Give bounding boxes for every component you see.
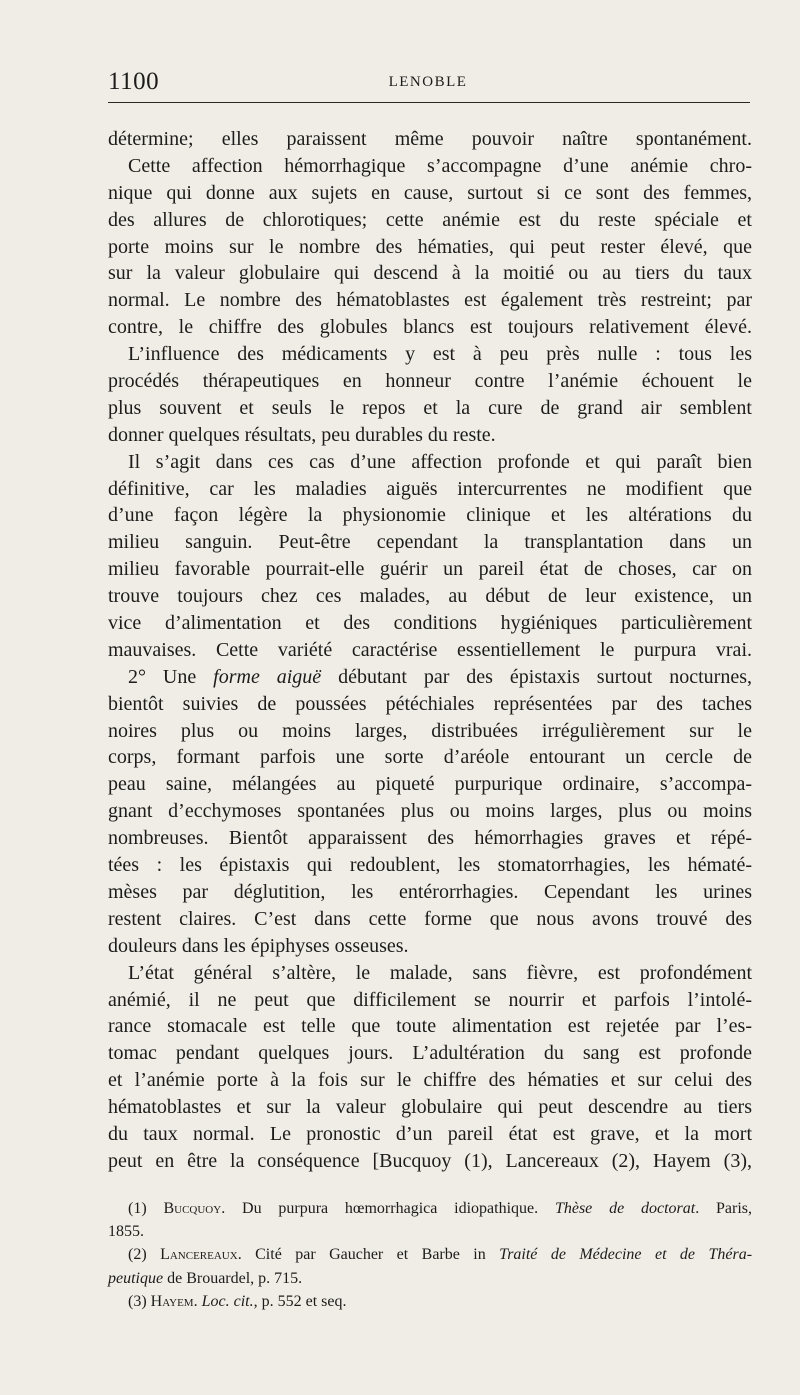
text-line: plus souvent et seuls le repos et la cure de grand air semblent: [108, 396, 752, 419]
author-name: Hayem: [150, 1292, 194, 1310]
italic-title: Thèse de doctorat: [554, 1200, 696, 1217]
text-line: procédés thérapeutiques en honneur contre l’anémie échouent le: [108, 370, 752, 393]
text-line: hématoblastes et sur la valeur globulaire qui peut descendre au tiers: [108, 1096, 752, 1119]
text-line: peut en être la conséquence [Bucquoy (1), Lancereaux (2), Hayem (3),: [108, 1149, 752, 1172]
page-header: [106, 64, 750, 104]
running-head: LENOBLE: [388, 74, 468, 90]
text-line: noires plus ou moins larges, distribuées irrégulièrement sur le: [108, 719, 752, 742]
italic-title: Traité de Médecine et de Théra-: [499, 1246, 753, 1264]
text-line: restent claires. C’est dans cette forme que nous avons trouvé des: [108, 907, 752, 930]
text-line: mauvaises. Cette variété caractérise essentiellement le purpura vrai.: [108, 638, 752, 661]
text-line: nombreuses. Bientôt apparaissent des hémorrhagies graves et répé-: [108, 827, 752, 850]
text-line: détermine; elles paraissent même pouvoir naître spontanément.: [108, 128, 752, 150]
footnotes: [108, 1197, 752, 1313]
text-line: Il s’agit dans ces cas d’une affection profonde et qui paraît bien: [128, 450, 752, 473]
text-line: des allures de chlorotiques; cette anémie est du reste spéciale et: [108, 208, 752, 231]
text-line: contre, le chiffre des globules blancs est toujours relativement élevé.: [108, 316, 752, 339]
text-line: définitive, car les maladies aiguës intercurrentes ne modifient que: [108, 477, 752, 500]
text-line: nique qui donne aux sujets en cause, surtout si ce sont des femmes,: [108, 181, 752, 204]
footnote-line: 1855.: [108, 1223, 144, 1241]
text-line: corps, formant parfois une sorte d’aréole entourant un cercle de: [108, 746, 752, 769]
footnote-line: (1) Bucquoy. Du purpura hœmorrhagica idiopathique. Thèse de doctorat. Paris,: [128, 1200, 753, 1217]
text-line: 2° Une forme aiguë débutant par des épistaxis surtout nocturnes,: [128, 665, 753, 688]
text-line: sur la valeur globulaire qui descend à la moitié ou au tiers du taux: [108, 262, 752, 285]
text-line: peau saine, mélangées au piqueté purpurique ordinaire, s’accompa-: [108, 773, 752, 796]
text-line: normal. Le nombre des hématoblastes est également très restreint; par: [108, 289, 752, 312]
text-line: douleurs dans les épiphyses osseuses.: [108, 934, 409, 957]
text-line: Cette affection hémorrhagique s’accompagne d’une anémie chro-: [128, 154, 752, 177]
text-line: d’une façon légère la physionomie clinique et les altérations du: [108, 504, 752, 527]
italic-title: peutique: [108, 1269, 164, 1287]
text-line: rance stomacale est telle que toute alimentation est rejetée par l’es-: [108, 1015, 752, 1038]
page-number: 1100: [108, 68, 160, 95]
text-line: anémié, il ne peut que difficilement se nourrir et parfois l’intolé-: [108, 988, 752, 1011]
text-line: L’influence des médicaments y est à peu près nulle : tous les: [128, 343, 752, 366]
text-line: gnant d’ecchymoses spontanées plus ou moins larges, plus ou moins: [108, 800, 752, 823]
text-line: porte moins sur le nombre des hématies, qui peut rester élevé, que: [108, 235, 752, 258]
text-line: bientôt suivies de poussées pétéchiales représentées par des taches: [108, 692, 752, 715]
text-line: tomac pendant quelques jours. L’adultération du sang est profonde: [108, 1042, 752, 1065]
body-text: [108, 126, 752, 1175]
footnote-line: (3) Hayem. Loc. cit., p. 552 et seq.: [128, 1292, 347, 1310]
text-line: mèses par déglutition, les entérorrhagies. Cependant les urines: [108, 880, 752, 903]
text-line: et l’anémie porte à la fois sur le chiffre des hématies et sur celui des: [108, 1069, 752, 1092]
text-line: L’état général s’altère, le malade, sans fièvre, est profondément: [128, 961, 752, 984]
text-line: du taux normal. Le pronostic d’un pareil état est grave, et la mort: [108, 1122, 752, 1145]
footnote-line: peutique de Brouardel, p. 715.: [108, 1269, 303, 1287]
italic-citation: Loc. cit.: [201, 1292, 254, 1310]
text-line: milieu sanguin. Peut-être cependant la transplantation dans un: [108, 531, 752, 554]
text-line: tées : les épistaxis qui redoublent, les stomatorrhagies, les hématé-: [108, 854, 752, 877]
author-name: Bucquoy: [163, 1200, 222, 1217]
author-name: Lancereaux: [160, 1246, 238, 1264]
text-line: trouve toujours chez ces malades, au début de leur existence, un: [108, 585, 752, 608]
italic-term: forme aiguë: [213, 665, 322, 688]
text-line: milieu favorable pourrait-elle guérir un pareil état de choses, car on: [108, 558, 752, 581]
header-rule: [108, 102, 750, 103]
text-line: donner quelques résultats, peu durables du reste.: [108, 423, 496, 446]
text-line: vice d’alimentation et des conditions hygiéniques particulièrement: [108, 612, 752, 635]
footnote-line: (2) Lancereaux. Cité par Gaucher et Barbe in Traité de Médecine et de Théra-: [128, 1246, 753, 1264]
